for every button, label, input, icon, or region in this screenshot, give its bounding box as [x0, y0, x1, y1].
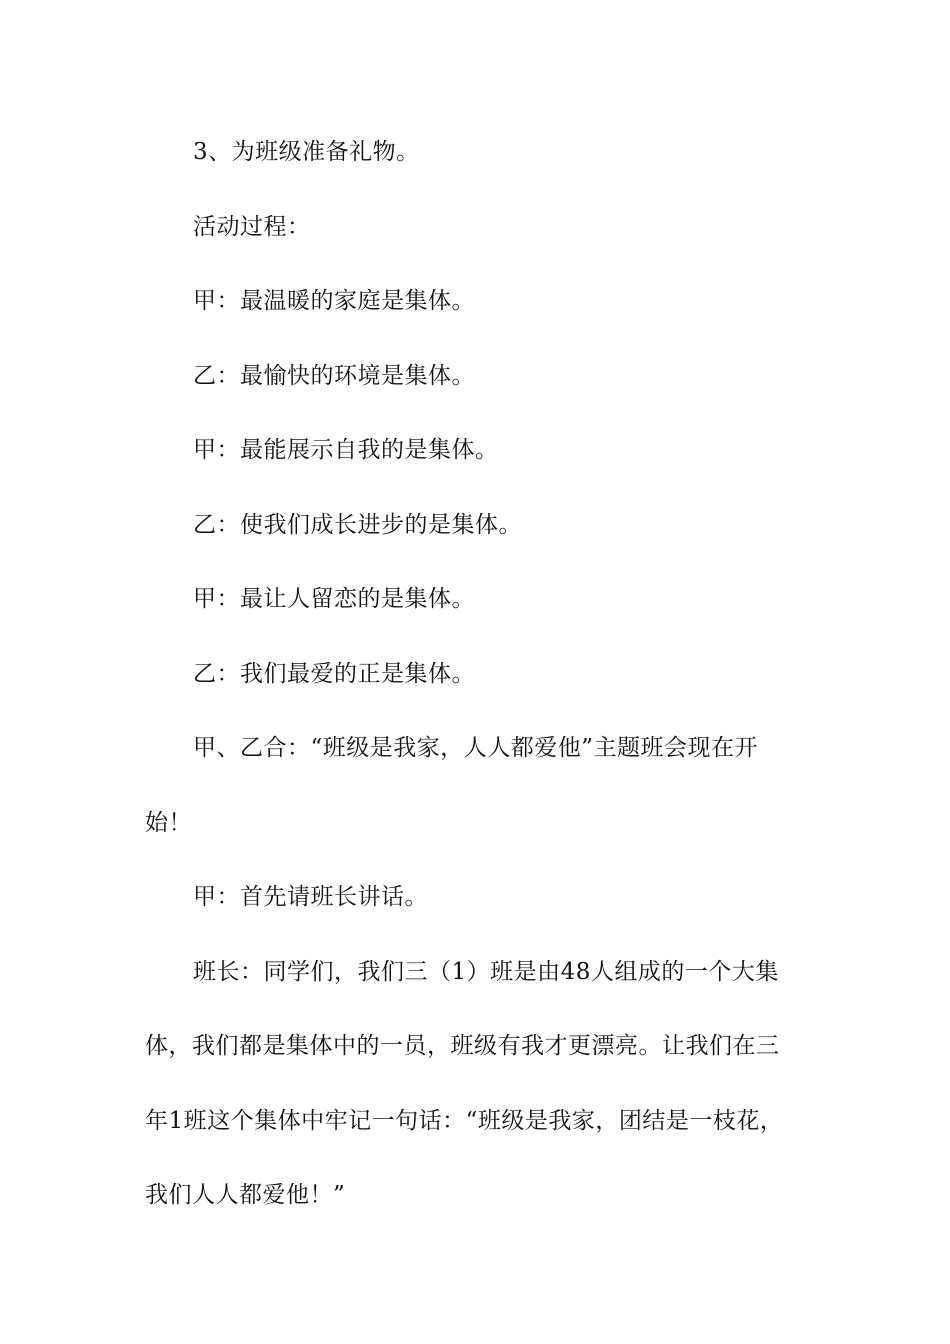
monitor-speech-line: 班长：同学们，我们三（1）班是由48人组成的一个大集 — [193, 959, 779, 985]
paragraph-activity-process-heading: 活动过程： — [193, 214, 311, 240]
dialogue-line: 甲：最能展示自我的是集体。 — [193, 437, 499, 463]
monitor-speech-line: 我们人人都爱他！” — [145, 1182, 346, 1208]
dialogue-line: 乙：使我们成长进步的是集体。 — [193, 512, 522, 538]
dialogue-line: 甲：最温暖的家庭是集体。 — [193, 288, 475, 314]
dialogue-line-opening-continued: 始！ — [145, 810, 192, 836]
monitor-speech-line: 体，我们都是集体中的一员，班级有我才更漂亮。让我们在三 — [145, 1033, 780, 1059]
dialogue-line: 甲：最让人留恋的是集体。 — [193, 586, 475, 612]
dialogue-line-opening: 甲、乙合：“班级是我家，人人都爱他”主题班会现在开 — [193, 735, 759, 761]
dialogue-line: 乙：最愉快的环境是集体。 — [193, 363, 475, 389]
dialogue-line: 甲：首先请班长讲话。 — [193, 884, 428, 910]
paragraph-preparation-item-3: 3、为班级准备礼物。 — [193, 139, 420, 165]
monitor-speech-line: 年1班这个集体中牢记一句话：“班级是我家，团结是一枝花， — [145, 1108, 784, 1134]
dialogue-line: 乙：我们最爱的正是集体。 — [193, 661, 475, 687]
